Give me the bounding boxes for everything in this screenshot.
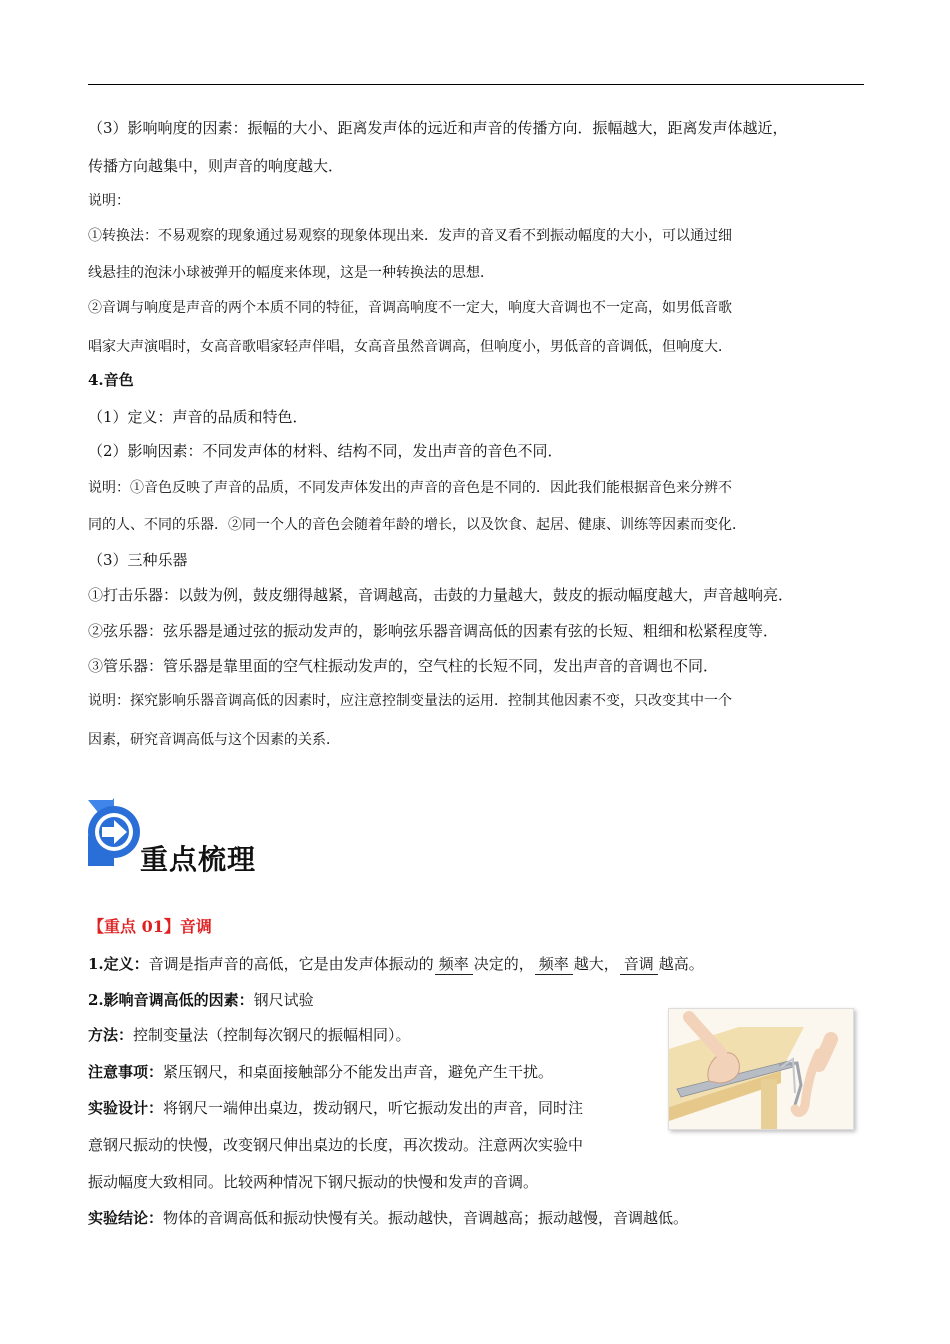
design-label: 实验设计： — [88, 1099, 164, 1117]
caution-line — [88, 1062, 553, 1082]
pitch-factors — [88, 990, 314, 1010]
fill-blank-1: 频率 — [435, 954, 473, 975]
pitch-definition — [88, 954, 704, 975]
conclusion-label: 实验结论： — [88, 1209, 164, 1227]
caution-label: 注意事项： — [88, 1063, 164, 1081]
loudness-factors-line-1: （3）影响响度的因素：振幅的大小、距离发声体的远近和声音的传播方向．振幅越大，距离发声体越近， — [88, 119, 788, 137]
key-point-tag: 【重点 01】音调 — [88, 917, 212, 936]
instrument-string: ②弦乐器：弦乐器是通过弦的振动发声的，影响弦乐器音调高低的因素有弦的长短、粗细和松紧程度等． — [88, 622, 779, 640]
timbre-factors: （2）影响因素：不同发声体的材料、结构不同，发出声音的音色不同． — [88, 442, 563, 460]
definition-text-4: 越高。 — [658, 955, 704, 973]
header-rule — [88, 84, 864, 85]
loudness-factors-line-2: 传播方向越集中，则声音的响度越大． — [88, 157, 344, 175]
timbre-definition: （1）定义：声音的品质和特色． — [88, 408, 308, 426]
ruler-experiment-illustration — [669, 1009, 853, 1129]
fill-blank-3: 音调 — [620, 954, 658, 975]
ruler-experiment-figure — [668, 1008, 854, 1130]
instrument-note-line-2: 因素，研究音调高低与这个因素的关系． — [88, 732, 340, 748]
definition-text-2: 决定的， — [473, 955, 534, 973]
note-label: 说明： — [88, 193, 130, 209]
timbre-note-line-1: 说明：①音色反映了声音的品质，不同发声体发出的声音的音色是不同的．因此我们能根据音色来分辨不 — [88, 480, 732, 496]
definition-label: 1.定义： — [88, 955, 149, 973]
note-conversion-line-2: 线悬挂的泡沫小球被弹开的幅度来体现，这是一种转换法的思想． — [88, 265, 494, 281]
instruments-title: （3）三种乐器 — [88, 551, 188, 569]
factors-label: 2.影响音调高低的因素： — [88, 991, 254, 1009]
instrument-wind: ③管乐器：管乐器是靠里面的空气柱振动发声的，空气柱的长短不同，发出声音的音调也不同． — [88, 657, 719, 675]
definition-text-1: 音调是指声音的高低，它是由发声体振动的 — [148, 955, 434, 973]
section-title: 重点梳理 — [140, 843, 257, 876]
caution-text: 紧压钢尺，和桌面接触部分不能发出声音，避免产生干扰。 — [163, 1063, 554, 1081]
conclusion-line — [88, 1208, 688, 1228]
method-line — [88, 1025, 411, 1045]
design-line-3: 振动幅度大致相同。比较两种情况下钢尺振动的快慢和发声的音调。 — [88, 1173, 539, 1191]
design-line-1 — [88, 1098, 583, 1118]
note-pitch-loudness-line-2: 唱家大声演唱时，女高音歌唱家轻声伴唱，女高音虽然音调高，但响度小，男低音的音调低，但响度大． — [88, 339, 732, 355]
arrow-circle-icon — [86, 796, 142, 868]
note-pitch-loudness-line-1: ②音调与响度是声音的两个本质不同的特征，音调高响度不一定大，响度大音调也不一定高，如男低音歌 — [88, 300, 732, 316]
method-text: 控制变量法（控制每次钢尺的振幅相同）。 — [133, 1026, 411, 1044]
method-label: 方法： — [88, 1026, 134, 1044]
instrument-percussion: ①打击乐器：以鼓为例，鼓皮绷得越紧，音调越高，击鼓的力量越大，鼓皮的振动幅度越大，声音越响亮． — [88, 586, 794, 604]
conclusion-text: 物体的音调高低和振动快慢有关。振动越快，音调越高；振动越慢，音调越低。 — [163, 1209, 689, 1227]
fill-blank-2: 频率 — [535, 954, 573, 975]
design-text-1: 将钢尺一端伸出桌边，拨动钢尺，听它振动发出的声音，同时注 — [163, 1099, 584, 1117]
timbre-heading: 4.音色 — [88, 371, 134, 389]
note-conversion-line-1: ①转换法：不易观察的现象通过易观察的现象体现出来．发声的音叉看不到振动幅度的大小，可以通过细 — [88, 228, 732, 244]
design-line-2: 意钢尺振动的快慢，改变钢尺伸出桌边的长度，再次拨动。注意两次实验中 — [88, 1136, 584, 1154]
definition-text-3: 越大， — [573, 955, 619, 973]
timbre-note-line-2: 同的人、不同的乐器．②同一个人的音色会随着年龄的增长，以及饮食、起居、健康、训练等因素而变化． — [88, 517, 746, 533]
instrument-note-line-1: 说明：探究影响乐器音调高低的因素时，应注意控制变量法的运用．控制其他因素不变，只改变其中一个 — [88, 693, 732, 709]
factors-text: 钢尺试验 — [253, 991, 314, 1009]
